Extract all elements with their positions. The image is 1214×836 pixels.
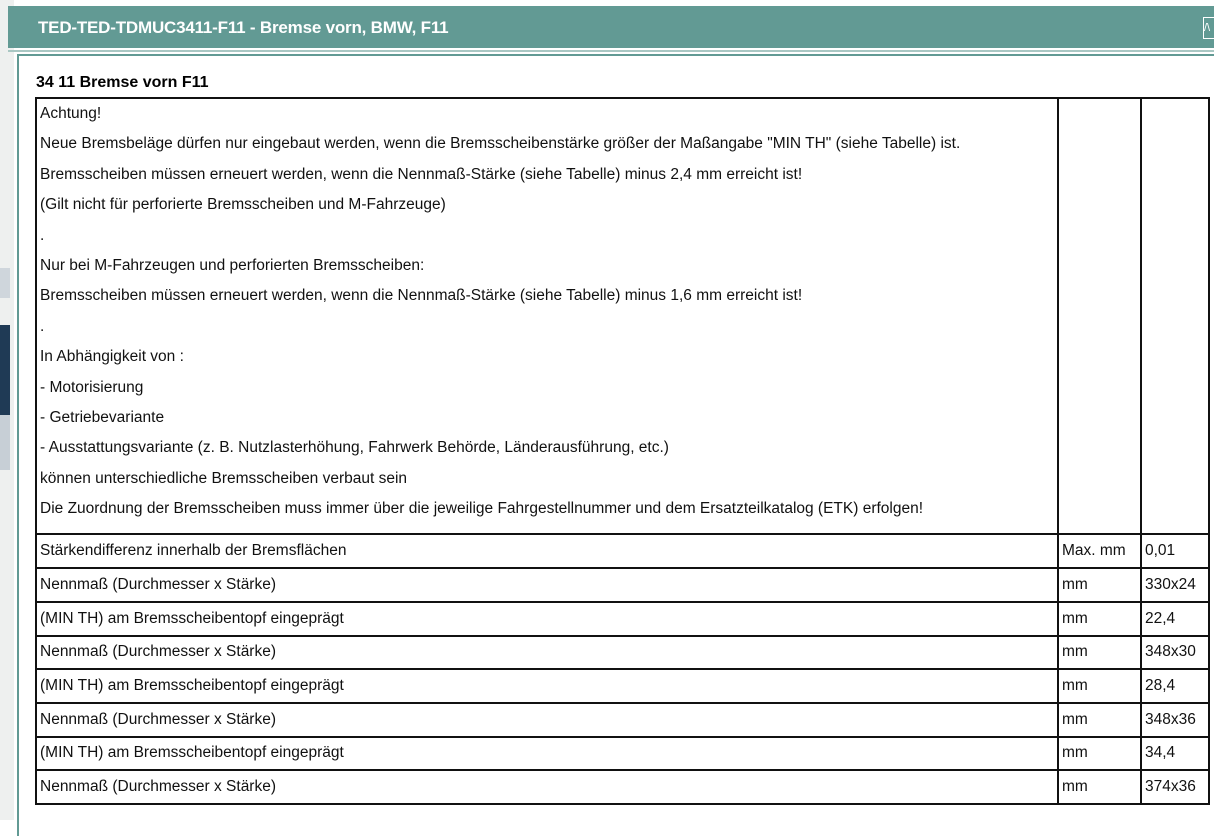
row-value: 22,4 (1141, 602, 1209, 636)
row-unit: mm (1058, 737, 1141, 771)
brake-spec-table (35, 97, 1210, 805)
table-row (36, 703, 1209, 737)
table-row (36, 568, 1209, 602)
row-value: 348x36 (1141, 703, 1209, 737)
notes-row (36, 98, 1209, 534)
row-value: 374x36 (1141, 770, 1209, 804)
note-line: - Ausstattungsvariante (z. B. Nutzlasterhöhung, Fahrwerk Behörde, Länderausführung, etc.) (40, 439, 669, 457)
note-line: Nur bei M-Fahrzeugen und perforierten Bremsscheiben: (40, 256, 425, 274)
note-line: . (40, 317, 45, 335)
row-value: 34,4 (1141, 737, 1209, 771)
row-value: 0,01 (1141, 534, 1209, 568)
dialog-title-bar (8, 6, 1214, 48)
row-unit: mm (1058, 703, 1141, 737)
empty-cell (1058, 98, 1141, 534)
row-label: (MIN TH) am Bremsscheibentopf eingeprägt (36, 737, 1058, 771)
row-label: Nennmaß (Durchmesser x Stärke) (36, 568, 1058, 602)
row-label: (MIN TH) am Bremsscheibentopf eingeprägt (36, 669, 1058, 703)
note-line: Achtung! (40, 105, 102, 122)
table-row (36, 770, 1209, 804)
background-fragment (0, 415, 10, 470)
note-line: . (40, 226, 45, 244)
section-title: 34 11 Bremse vorn F11 (36, 74, 209, 91)
note-line: - Getriebevariante (40, 408, 165, 426)
table-row (36, 737, 1209, 771)
notes-cell (36, 98, 1058, 534)
table-row (36, 602, 1209, 636)
row-unit: Max. mm (1058, 534, 1141, 568)
divider (8, 50, 1214, 52)
maximize-icon[interactable]: /\ (1203, 17, 1214, 39)
note-line: Die Zuordnung der Bremsscheiben muss immer über die jeweilige Fahrgestellnummer und dem Ersatzteilkatalog (ETK) erfolgen! (40, 500, 924, 518)
note-line: In Abhängigkeit von : (40, 348, 184, 366)
row-label: Nennmaß (Durchmesser x Stärke) (36, 770, 1058, 804)
row-unit: mm (1058, 568, 1141, 602)
note-line: können unterschiedliche Bremsscheiben verbaut sein (40, 469, 408, 487)
row-unit: mm (1058, 636, 1141, 670)
row-label: Nennmaß (Durchmesser x Stärke) (36, 636, 1058, 670)
table-row (36, 534, 1209, 568)
note-line: Neue Bremsbeläge dürfen nur eingebaut werden, wenn die Bremsscheibenstärke größer der Maßangabe "MIN TH" (siehe Tabelle) ist. (40, 135, 961, 153)
row-unit: mm (1058, 669, 1141, 703)
row-unit: mm (1058, 602, 1141, 636)
row-label: Stärkendifferenz innerhalb der Bremsflächen (36, 534, 1058, 568)
row-label: (MIN TH) am Bremsscheibentopf eingeprägt (36, 602, 1058, 636)
note-line: Bremsscheiben müssen erneuert werden, wenn die Nennmaß-Stärke (siehe Tabelle) minus 2,4 mm erreicht ist! (40, 165, 803, 183)
background-fragment (0, 268, 10, 298)
row-value: 330x24 (1141, 568, 1209, 602)
row-value: 348x30 (1141, 636, 1209, 670)
table-row (36, 636, 1209, 670)
note-line: (Gilt nicht für perforierte Bremsscheiben und M-Fahrzeuge) (40, 196, 446, 214)
table-row (36, 669, 1209, 703)
note-line: Bremsscheiben müssen erneuert werden, wenn die Nennmaß-Stärke (siehe Tabelle) minus 1,6 mm erreicht ist! (40, 287, 803, 305)
row-label: Nennmaß (Durchmesser x Stärke) (36, 703, 1058, 737)
dialog-title: TED-TED-TDMUC3411-F11 - Bremse vorn, BMW, F11 (38, 18, 449, 37)
note-line: - Motorisierung (40, 378, 144, 396)
empty-cell (1141, 98, 1209, 534)
row-value: 28,4 (1141, 669, 1209, 703)
row-unit: mm (1058, 770, 1141, 804)
